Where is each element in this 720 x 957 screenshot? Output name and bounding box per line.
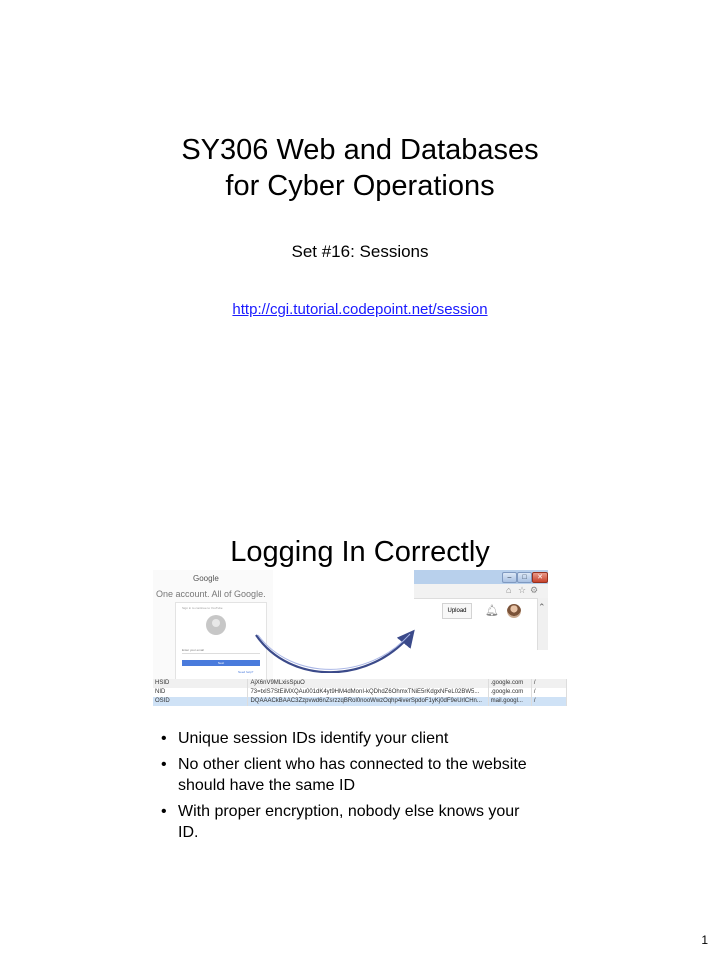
gear-icon[interactable]: ⚙ (530, 585, 539, 595)
cookie-name: OSID (153, 697, 248, 706)
session-tutorial-link[interactable]: http://cgi.tutorial.codepoint.net/session (232, 301, 488, 318)
table-row[interactable] (153, 679, 567, 688)
cookie-domain: .google.com (488, 679, 531, 688)
minimize-button[interactable]: – (502, 572, 517, 583)
slide1-subtitle: Set #16: Sessions (291, 242, 429, 261)
user-avatar[interactable] (507, 604, 521, 618)
cookie-name: HSID (153, 679, 248, 688)
bell-icon[interactable]: 🔔︎ (485, 605, 499, 617)
title-line-2: for Cyber Operations (225, 170, 495, 202)
cookie-path: / (531, 697, 566, 706)
title-line-1: SY306 Web and Databases (181, 134, 539, 166)
cookie-name: NID (153, 688, 248, 697)
maximize-button[interactable]: □ (517, 572, 532, 583)
avatar-placeholder-icon (206, 615, 226, 635)
cookie-path: / (531, 679, 566, 688)
home-icon[interactable]: ⌂ (506, 585, 512, 595)
slide1-title (0, 132, 720, 204)
cookie-path: / (531, 688, 566, 697)
redirect-arrow-icon (250, 625, 420, 673)
youtube-browser-screenshot (414, 570, 548, 650)
help-link[interactable]: Need help? (238, 670, 254, 674)
cookie-value: DQAAACkBAAC3Zzpvwd6nZsrzzqBRol0nooWwzOqhp4iverSpdoF1yKj0dF9eUrlCHn... (248, 697, 488, 706)
list-item: • No other client who has connected to the website should have the same ID (158, 754, 538, 796)
next-button[interactable]: Next (182, 660, 260, 666)
list-item: • Unique session IDs identify your client (158, 728, 538, 749)
bullet-list (158, 728, 538, 848)
slide2-title: Logging In Correctly (230, 536, 490, 568)
table-row[interactable] (153, 688, 567, 697)
cookie-table (153, 679, 567, 706)
close-button[interactable]: ✕ (532, 572, 548, 583)
browser-nav-bar (414, 584, 548, 599)
google-tagline: One account. All of Google. (156, 589, 266, 599)
list-item: • With proper encryption, nobody else knows your ID. (158, 801, 538, 843)
cookie-value: AjX6nV9MLxisSpuO (248, 679, 488, 688)
window-title-bar (414, 570, 548, 584)
page-number: 1 (701, 933, 708, 947)
cookie-value: 73=txlS7StEiMXQAu001dK4yt9HM4dMonI-kQDhdZ6OhmxTNiE5rKdgxNFeL02BW5... (248, 688, 488, 697)
google-logo: Google (193, 574, 219, 583)
cookie-domain: .google.com (488, 688, 531, 697)
email-input[interactable] (182, 646, 260, 654)
star-icon[interactable]: ☆ (518, 585, 527, 595)
cookie-domain: mail.googl... (488, 697, 531, 706)
table-row[interactable] (153, 697, 567, 706)
upload-button[interactable]: Upload (442, 603, 472, 619)
signin-note: Sign in to continue to YouTube (182, 606, 223, 610)
scroll-up-icon[interactable]: ⌃ (538, 602, 546, 612)
